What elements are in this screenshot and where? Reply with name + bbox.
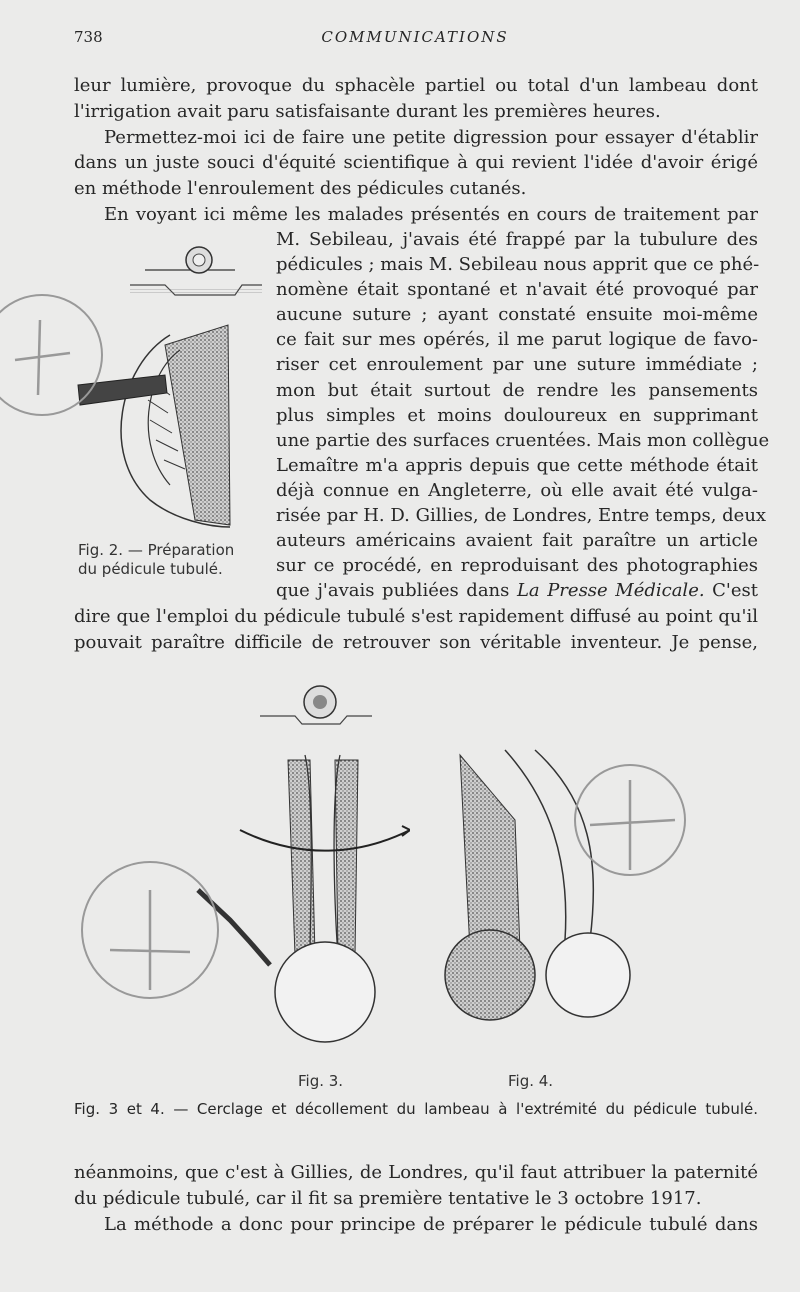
body-line: Lemaître m'a appris depuis que cette méthode était [276,455,758,476]
body-line: mon but était surtout de rendre les pansements [276,380,758,401]
body-line: aucune suture ; ayant constaté ensuite moi-même [276,304,758,325]
body-line: leur lumière, provoque du sphacèle partiel ou total d'un lambeau dont [74,75,758,96]
body-line-text: que j'avais publiées dans [276,580,517,601]
figure-4-illustration [440,740,720,1040]
body-line: La méthode a donc pour principe de préparer le pédicule tubulé dans [104,1214,758,1235]
figure-2-caption-line: du pédicule tubulé. [78,560,223,578]
body-line: du pédicule tubulé, car il fit sa première tentative le 3 octobre 1917. [74,1188,702,1209]
body-line: pouvait paraître difficile de retrouver son véritable inventeur. Je pense, [74,632,758,653]
body-line [276,578,758,604]
running-title: COMMUNICATIONS [321,28,509,46]
body-line: une partie des surfaces cruentées. Mais mon collègue [276,430,770,451]
figure-3-illustration [80,680,410,1060]
figure-2-caption-line: Fig. 2. — Préparation [78,541,235,559]
figure-3-label: Fig. 3. [298,1072,344,1090]
body-line: auteurs américains avaient fait paraître un article [276,530,758,551]
journal-title: La Presse Médicale. [516,580,705,601]
body-line: sur ce procédé, en reproduisant des photographies [276,555,758,576]
body-line: plus simples et moins douloureux en supprimant [276,405,758,426]
body-line-text: C'est [704,580,758,601]
body-line: en méthode l'enroulement des pédicules cutanés. [74,178,527,199]
figure-4-label: Fig. 4. [508,1072,554,1090]
body-line: nomène était spontané et n'avait été provoqué par [276,279,758,300]
body-line: En voyant ici même les malades présentés en cours de traitement par [104,204,758,225]
body-line: néanmoins, que c'est à Gillies, de Londres, qu'il faut attribuer la paternité [74,1162,758,1183]
body-line: pédicules ; mais M. Sebileau nous apprit que ce phé- [276,254,760,275]
page-number: 738 [74,28,103,46]
body-line: Permettez-moi ici de faire une petite digression pour essayer d'établir [104,127,758,148]
body-line: dans un juste souci d'équité scientifique à qui revient l'idée d'avoir érigé [74,152,758,173]
body-line: déjà connue en Angleterre, où elle avait été vulga- [276,480,758,501]
body-line: ce fait sur mes opérés, il me parut logique de favo- [276,329,758,350]
body-line: riser cet enroulement par une suture immédiate ; [276,354,758,375]
page-header [74,28,756,52]
body-line: M. Sebileau, j'avais été frappé par la tubulure des [276,229,758,250]
body-line: dire que l'emploi du pédicule tubulé s'est rapidement diffusé au point qu'il [74,606,758,627]
body-line: risée par H. D. Gillies, de Londres, Entre temps, deux [276,505,767,526]
figure-2-illustration [0,235,270,535]
body-line: l'irrigation avait paru satisfaisante durant les premières heures. [74,101,661,122]
figure-3-4-caption: Fig. 3 et 4. — Cerclage et décollement du lambeau à l'extrémité du pédicule tubulé. [74,1100,758,1118]
